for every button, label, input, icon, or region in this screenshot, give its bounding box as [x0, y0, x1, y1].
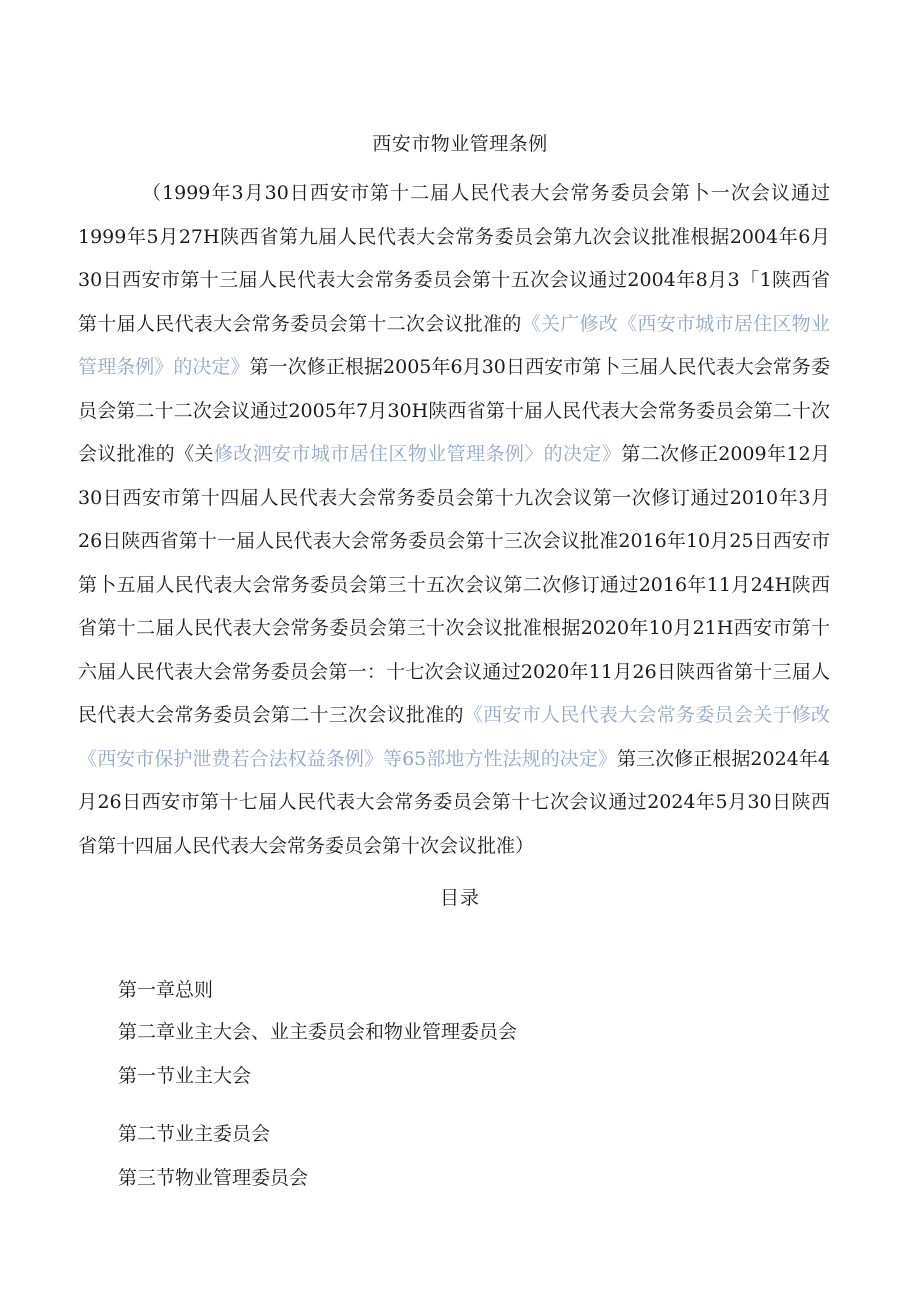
toc-item-chapter-1[interactable]: 第一章总则 — [118, 979, 214, 1001]
toc-item-chapter-2[interactable]: 第二章业主大会、业主委员会和物业管理委员会 — [118, 1021, 518, 1043]
preamble-text: 第一次修正根据2005年6月30日西安市第卜三届人民代表大会常务委员会第二十二次会议通过2005年7月30H陕西省第十届人民代表大会常务委员会第二十次会议批准的《关 — [78, 356, 830, 465]
toc-item-section-1[interactable]: 第一节业主大会 — [118, 1065, 252, 1087]
preamble-text: 第三次修正根据2024年4月26日西安市第十七届人民代表大会常务委员会第十七次会议通过2024年5月30日陕西省第十四届人民代表大会常务委员会第十次会议批准） — [78, 747, 830, 857]
toc-item-section-3[interactable]: 第三节物业管理委员会 — [118, 1167, 309, 1189]
amendment-decision-link-1[interactable]: 《关广修改《西安市城市居住区物业管理条例》的决定》 — [78, 312, 830, 378]
document-title: 西安市物业管理条例 — [372, 133, 548, 155]
preamble-paragraph — [78, 172, 830, 868]
toc-item-section-2[interactable]: 第二节业主委员会 — [118, 1123, 271, 1145]
amendment-decision-link-2[interactable]: 修改泗安市城市居住区物业管理条例〉的决定》 — [213, 443, 622, 465]
preamble-text: （1999年3月30日西安市第十二届人民代表大会常务委员会第卜一次会议通过1999年5月27H陕西省第九届人民代表大会常务委员会第九次会议批准根据2004年6月30日西安市第十三届人民代表大会常务委员会第十五次会议通过2004年8月3「1陕西省第十届人民代表大会常务委员会第十二次会议批准的 — [78, 182, 830, 335]
amendment-decision-link-3[interactable]: 《西安市人民代表大会常务委员会关于修改《西安市保护泄费若合法权益条例》等65部地方性法规的决定》 — [78, 704, 830, 770]
toc-title: 目录 — [439, 887, 480, 909]
preamble-text: 第二次修正2009年12月30日西安市第十四届人民代表大会常务委员会第十九次会议第一次修订通过2010年3月26日陕西省第十一届人民代表大会常务委员会第十三次会议批准2016年10月25日西安市第卜五届人民代表大会常务委员会第三十五次会议第二次修订通过2016年11月24H陕西省第十二届人民代表大会常务委员会第三十次会议批准根据2020年10月21H西安市第十六届人民代表大会常务委员会第一：十七次会议通过2020年11月26日陕西省第十三届人民代表大会常务委员会第二十三次会议批准的 — [78, 443, 830, 726]
